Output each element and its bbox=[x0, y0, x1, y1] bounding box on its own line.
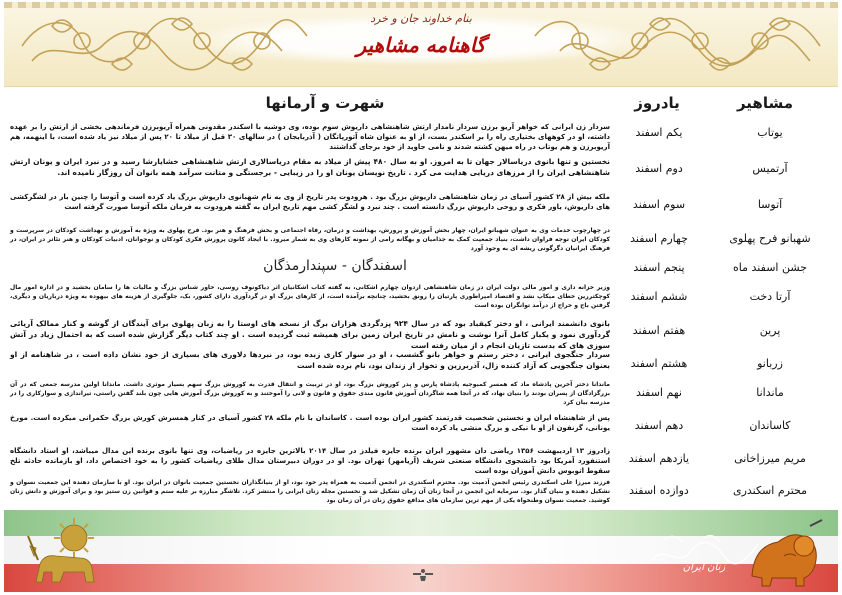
header-title-block bbox=[304, 12, 538, 57]
person-description: فرزند میرزا علی اسکندری رئیس انجمن آدمیت بود. محترم اسکندری در انجمن آدمیت به همراه پدر خود بود، او از بنیانگذاران نخستین جمعیت بانوان در ایران بود. او با سازمان دهنده این جمعیت نسوان و تشکیل دهنده و بنیان گذار بود. سرمایه این انجمن در آنجا زنان آن زمان تشکیل شد و نخستین مجله زنان ایرانی را منتشر کرد. تلاشگر مبارزه بر علیه ستم و قوانین زن ستیز بود و برای آموزش و دانش زنان کوشید. جمعیت نسوان وطنخواه یکی از مهم ترین سازمان های مدافع حقوق زنان در آن زمان بود bbox=[10, 479, 610, 504]
commemoration-day: یکم اسفند bbox=[635, 126, 683, 139]
person-description: سردار زن ایرانی که خواهر آریو برزن سردار نامدار ارتش شاهنشاهی داریوش سوم بوده، وی دوشیه با اسکندر مقدونی همراه آریوبرزن فرماندهی بخشی از ارتش را بر عهده داشته، او در کوههای بختیاری راه را بر اسکندر بست، از او به عنوان شاه آتورپاتگان ( آذربایجان ) در سالهای ۳۰ قبل از میلاد تا ۲۰ پس از میلاد نیز یاد شده است، با اینهمه، هم آریوبرزن و هم یوتاب در راه میهن کشته شدند و نامی جاوید از خود برجای گذاشتند bbox=[10, 123, 610, 151]
commemoration-day: دوازده اسفند bbox=[629, 484, 689, 497]
commemoration-day: هشتم اسفند bbox=[630, 357, 688, 370]
faravahar-icon bbox=[412, 566, 434, 582]
section-subheading: اسفندگان - سپندارمذگان bbox=[263, 258, 407, 274]
person-description: نخستین و تنها بانوی دریاسالار جهان تا به امروز. او به سال ۴۸۰ پیش از میلاد به مقام دریاسالاری ارتش شاهنشاهی خشایارشا رسید و در نبرد ایران و یونان ارتش شاهنشاهی ایران را از مرزهای دریایی هدایت می کرد . تاریخ نویسان یونان او را در زیبایی - برجستگی و متانت سرآمد همه بانوان آن روزگار نامیده اند. bbox=[10, 157, 610, 177]
person-description: وزیر خزانه داری و امور مالی دولت ایران در زمان شاهنشاهی اردوان چهارم اشکانی، به گفته کتاب اشکانیان اثر دیاکونوف روسی، خاور شناس بزرگ و مالیات ها را سامان بخشید و در اداره امور مال کوچکتررین خطای میکاپ نشد و اقتصاد امپراطوری پارتیان را رونق بخشید، چنانچه برآمده است، از کارهای بزرگ او در گردآوری دارای کشور، بک، جلوگیری از هزینه های بیهوده به ویژه درباریان و دیگری، گرفتن باج و خراج از درآمد توانگران بوده است bbox=[10, 284, 610, 309]
page-title: گاهنامه مشاهیر bbox=[356, 33, 486, 57]
person-name: مریم میرزاخانی bbox=[734, 452, 806, 465]
lion-with-sword-icon bbox=[744, 516, 824, 590]
person-description: سردار جنگجوی ایرانی ، دختر رستم و خواهر بانو گشسب ، او در سوار کاری زبده بود، در نبردها دلاوری های بسیاری از خود نشان داده است ، در شاهنامه از او بعنوان جنگجویی که آزاد کننده زال، آذربرزین و تخوار از زندان بود، نام برده شده است bbox=[10, 350, 610, 370]
commemoration-day: چهارم اسفند bbox=[630, 232, 688, 245]
person-name: کاساندان bbox=[749, 419, 791, 432]
commemoration-day: نهم اسفند bbox=[636, 386, 682, 399]
person-description: پس از شاهنشاه ایران و نخستین شخصیت قدرتمند کشور ایران بوده است . کاساندان با نام ملکه ۲۸ کشور آسیای در کنار همسرش کورش بزرگ حکمرانی میکرده است. مورخ یونانی، گزنفون از او با نیکی و بزرگ منشی یاد کرده است bbox=[10, 414, 610, 432]
person-description: زادروز ۱۳ اردیبهشت ۱۳۵۶ ریاضی دان مشهور ایران برنده جایزه فیلدز در سال ۲۰۱۴ بالاترین جایزه در ریاضیات، وی تنها بانوی برنده این مدال میباشد، او استاد دانشگاه استنفورد آمریکا بود دانشجوی دانشگاه صنعتی شریف (آریامهر) تهران بود. او در دوران دبیرستان مدال طلای ریاضیات کشور را به خود اختصاص داد، او بازمانده حادثه تلخ سقوط اتوبوس دانش آموزان بوده است bbox=[10, 447, 610, 475]
person-description: بانوی دانشمند ایرانی ، او دختر کیقباد بود که در سال ۹۲۴ پزدگردی هزاران برگ از نسخه های اوستا را به زبان پهلوی برای آیندگان از گوشه و کنار ممالک آریائی گردآوری نمود و یکبار کامل آنرا نوشت و نامش در تاریخ ایران زمین برای همیشه ثبت گردیده است . او چند کتاب دیگر گزارش شده است که به احتمال زیاد در آتش سوزی های که بدست تازیان انجام د از میان رفته است bbox=[10, 319, 610, 350]
commemoration-day: هفتم اسفند bbox=[632, 324, 686, 337]
person-description: ماندانا دختر آخرین پادشاه ماد که همسر کمبوجیه پادشاه پارس و پدر کوروش بزرگ بود، او در تربیت و انتقال قدرت به کوروش بزرگ سهم بسیار موثری داشت. ماندانا اولین مدرسه جمعی که در آن بزرگزادگان از پسران بودند را بنیان نهاد، که در آنجا همه شاگردان آموزش قانون مندی حقوق و قانون و لانی را آموختند و به کوروش بزرگ آموزش هایی چون بلند گفتن راستی، تیراندازی و سوارکاری را در مدرسه بیان کرد bbox=[10, 381, 610, 406]
commemoration-day: دوم اسفند bbox=[635, 162, 683, 175]
person-description: در چهارچوب خدمات وی به عنوان شهبانو ایران، چهار بخش آموزش و پرورش، بهداشت و درمان، رفاه اجتماعی و بخش فرهنگ و هنر بود. فرح پهلوی به ویژه به آموزش و بهداشت کودکان در سرپرست و کودکان ایران توجه فراوان داشت، بنیاد جمعیت کمک به جذامیان و بهگانه رامی از نمونه کارهای وی به شمار میرود. با ایجاد کانون پرورش فکری کودکان و نوجوانان، ادبیات کودکان و هنر تئاتر در ایران، در فرهنگ ایرانیان دگرگونی ریشه ای به وجود آورد bbox=[10, 227, 610, 252]
person-name: آتوسا bbox=[757, 198, 783, 211]
column-header-description: شهرت و آرمانها bbox=[265, 94, 385, 112]
person-name: زربانو bbox=[757, 357, 783, 370]
column-header-name: مشاهیر bbox=[736, 94, 794, 112]
person-name: آرتا دخت bbox=[749, 290, 791, 303]
commemoration-day: پنجم اسفند bbox=[633, 261, 685, 274]
person-name: شهبانو فرح پهلوی bbox=[729, 232, 811, 245]
floral-ornament-left-icon bbox=[12, 6, 312, 80]
person-name: آرتمیس bbox=[752, 162, 788, 175]
header-ornament bbox=[4, 2, 838, 87]
person-name: جشن اسفند ماه bbox=[733, 261, 807, 274]
commemoration-day: ششم اسفند bbox=[630, 290, 688, 303]
commemoration-day: سوم اسفند bbox=[632, 198, 686, 211]
person-name: یوتاب bbox=[757, 126, 783, 139]
lion-and-sun-emblem-icon bbox=[24, 516, 104, 590]
invocation-text: بنام خداوند جان و خرد bbox=[370, 12, 472, 25]
person-name: پرین bbox=[759, 324, 781, 337]
commemoration-day: یازدهم اسفند bbox=[628, 452, 690, 465]
column-header-day: یادروز bbox=[634, 94, 680, 112]
person-name: ماندانا bbox=[756, 386, 784, 399]
signature-text: زنان ایران bbox=[682, 562, 726, 573]
footer-flag-band bbox=[4, 510, 838, 592]
commemoration-day: دهم اسفند bbox=[634, 419, 684, 432]
person-name: محترم اسکندری bbox=[732, 484, 808, 497]
floral-ornament-right-icon bbox=[530, 6, 830, 80]
person-description: ملکه بیش از ۲۸ کشور آسیای در زمان شاهنشاهی داریوش بزرگ بود . هرودوت پدر تاریخ از وی به نام شهبانوی داریوش بزرگ یاد کرده است و آتوسا را چنین بار در لشگرکشی های داریوش، یاور فکری و روحی داریوش بزرگ دانسته است . چند نبرد و لشگر کشی مهم تاریخ ایران به گفته هرودوت به فرمان ملکه آتوسا صورت گرفته است bbox=[10, 193, 610, 211]
